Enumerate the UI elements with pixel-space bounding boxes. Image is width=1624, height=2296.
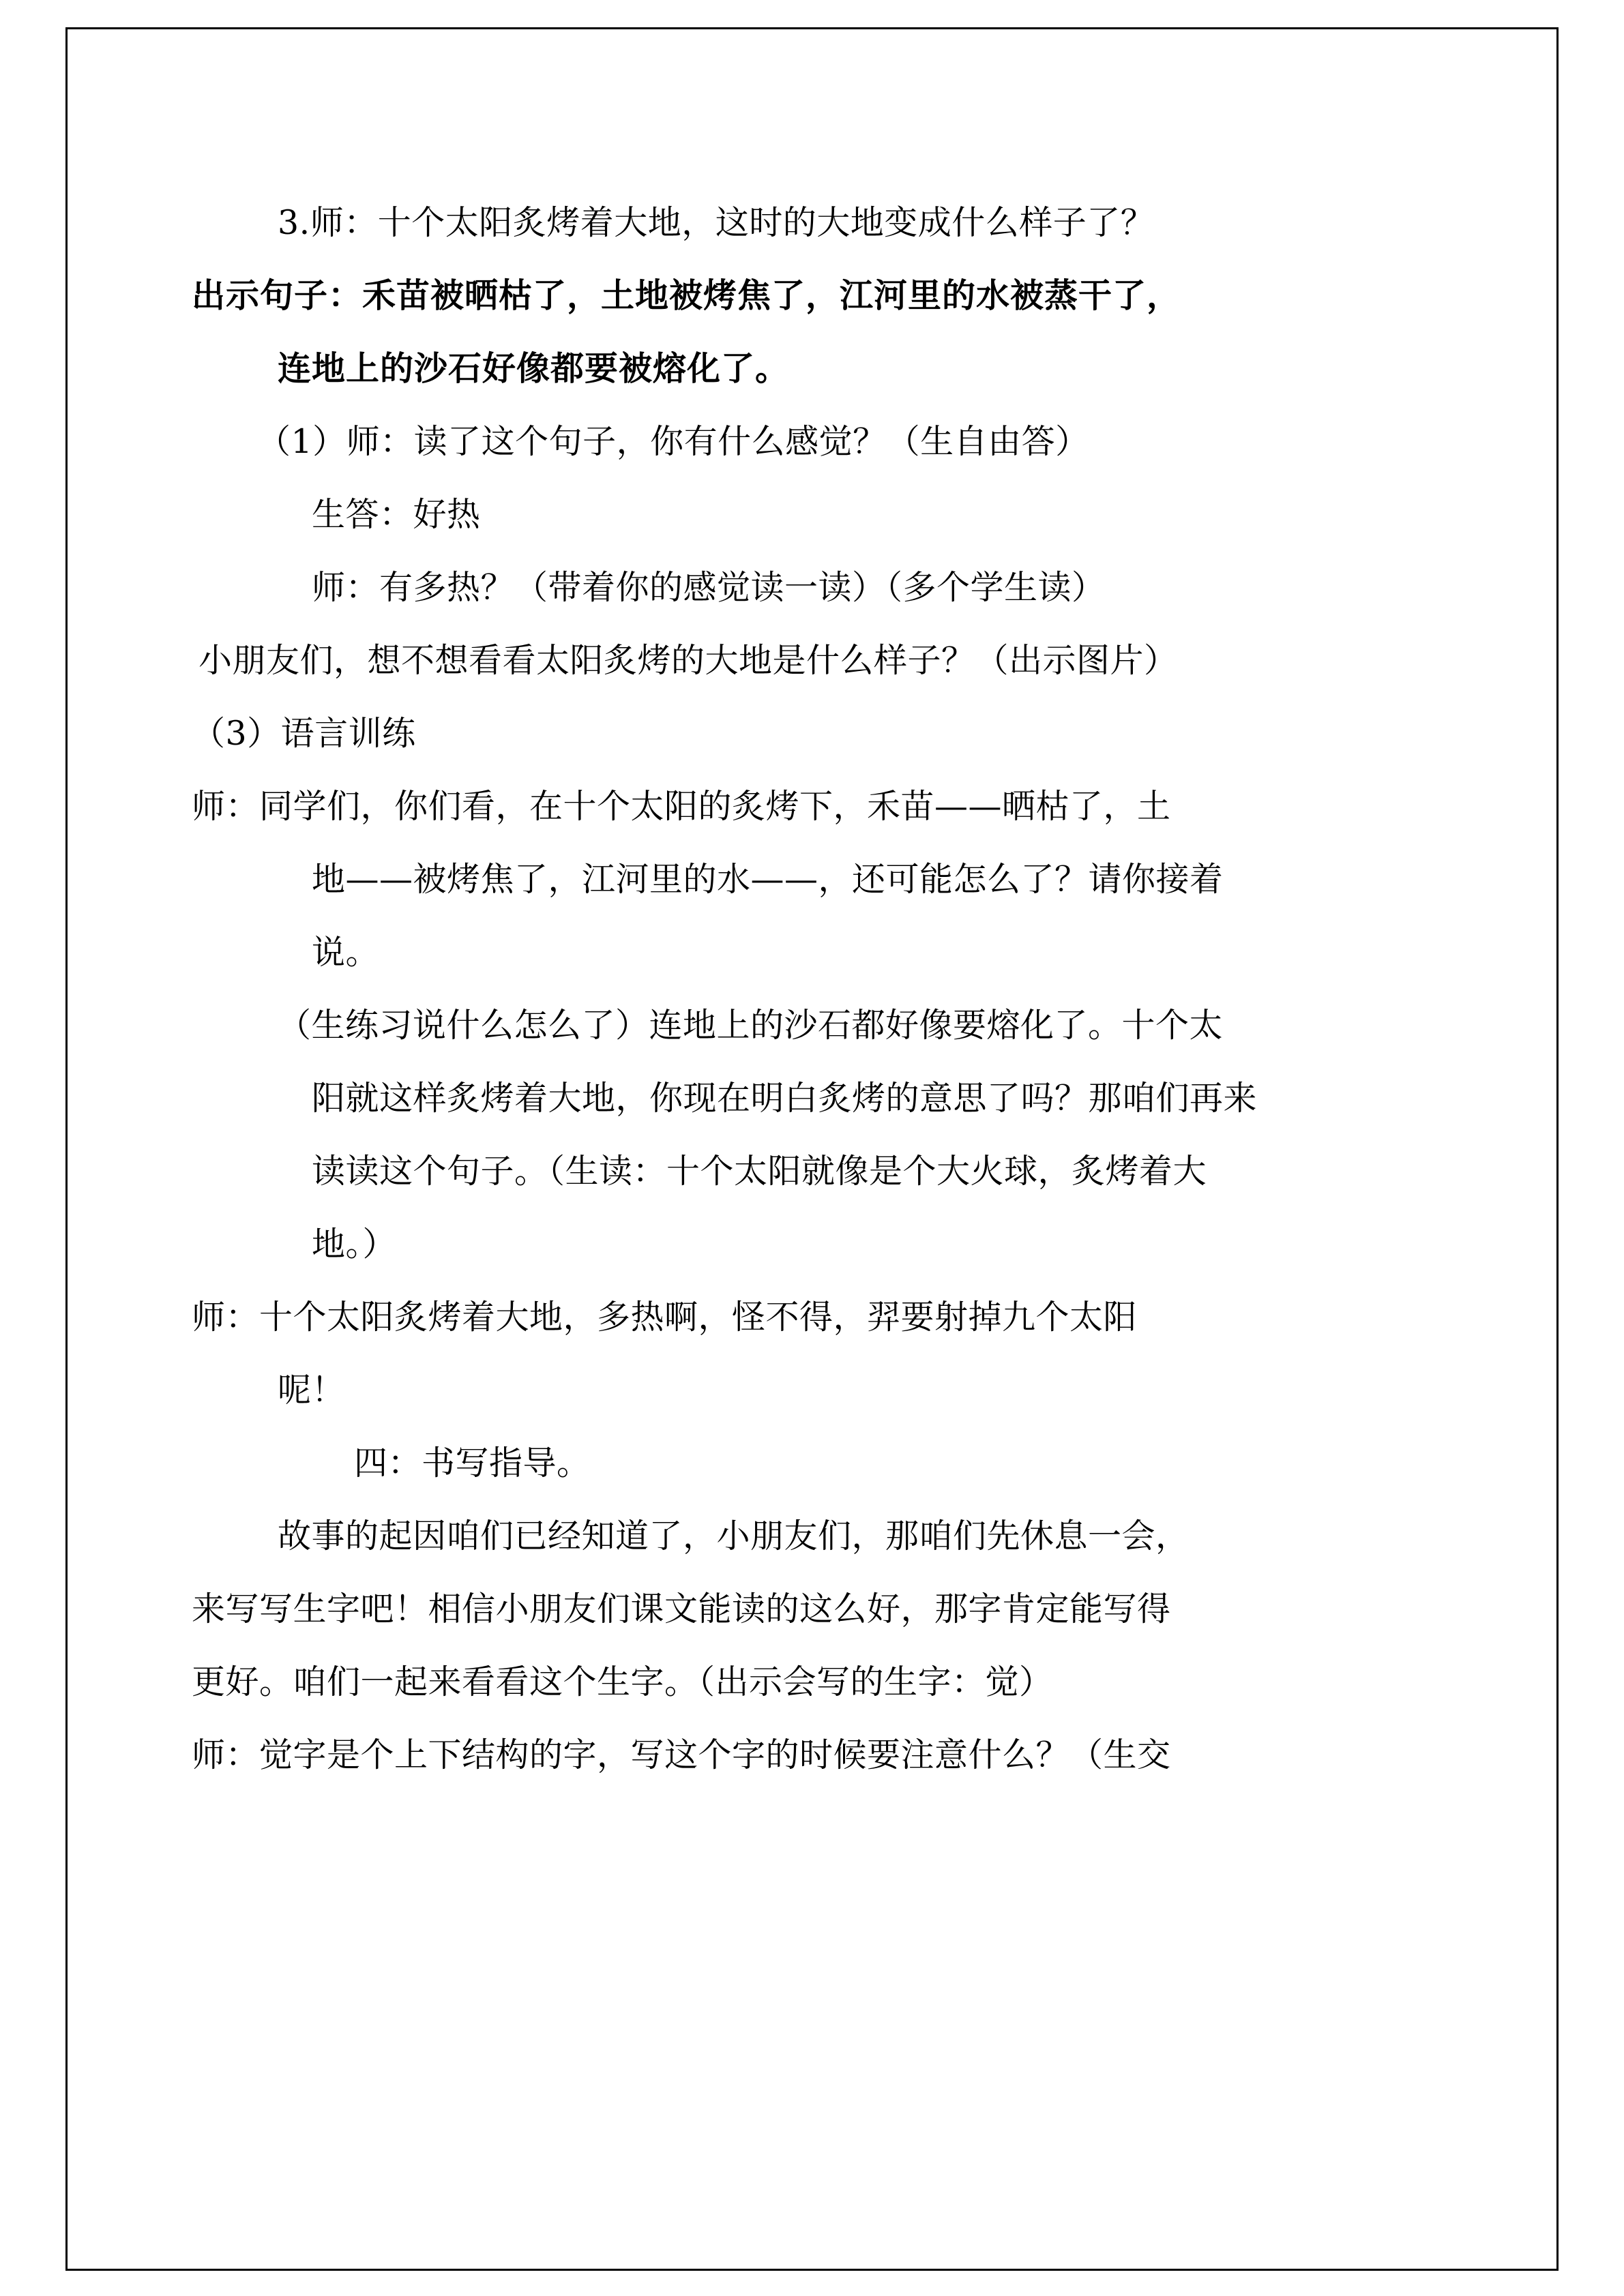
paragraph-line: （生练习说什么怎么了）连地上的沙石都好像要熔化了。十个太 [278, 1006, 1224, 1045]
paragraph-line: 呢！ [278, 1371, 346, 1410]
paragraph-line: 阳就这样炙烤着大地，你现在明白炙烤的意思了吗？那咱们再来 [312, 1079, 1258, 1118]
paragraph-line: 3.师：十个太阳炙烤着大地，这时的大地变成什么样子了？ [278, 203, 1155, 242]
paragraph-line: （3）语言训练 [192, 714, 416, 753]
paragraph-line: 地——被烤焦了，江河里的水——，还可能怎么了？请你接着 [312, 860, 1224, 899]
paragraph-line: 生答：好热 [312, 495, 481, 534]
paragraph-line: 读读这个句子。（生读：十个太阳就像是个大火球，炙烤着大 [312, 1152, 1207, 1191]
paragraph-line: 师：同学们，你们看，在十个太阳的炙烤下，禾苗——晒枯了，土 [192, 787, 1171, 826]
paragraph-line: 小朋友们，想不想看看太阳炙烤的大地是什么样子？（出示图片） [198, 641, 1178, 680]
document-body [192, 186, 1527, 1791]
paragraph-line: 地。） [312, 1225, 397, 1264]
paragraph-line: 四：书写指导。 [354, 1444, 591, 1482]
paragraph-line: 说。 [312, 933, 380, 972]
paragraph-line: 师：十个太阳炙烤着大地，多热啊，怪不得，羿要射掉九个太阳 [192, 1298, 1138, 1337]
paragraph-line-bold: 连地上的沙石好像都要被熔化了。 [278, 349, 790, 388]
paragraph-line-bold: 出示句子：禾苗被晒枯了，土地被烤焦了，江河里的水被蒸干了， [192, 276, 1181, 315]
paragraph-line: 师：觉字是个上下结构的字，写这个字的时候要注意什么？（生交 [192, 1735, 1171, 1774]
paragraph-line: 更好。咱们一起来看看这个生字。（出示会写的生字：觉） [192, 1663, 1053, 1701]
paragraph-line: 故事的起因咱们已经知道了，小朋友们，那咱们先休息一会， [278, 1517, 1190, 1555]
paragraph-line: 来写写生字吧！相信小朋友们课文能读的这么好，那字肯定能写得 [192, 1590, 1171, 1628]
paragraph-line: （1）师：读了这个句子，你有什么感觉？（生自由答） [257, 422, 1089, 461]
page-border [65, 27, 1559, 2271]
paragraph-line: 师：有多热？（带着你的感觉读一读）（多个学生读） [312, 568, 1106, 607]
